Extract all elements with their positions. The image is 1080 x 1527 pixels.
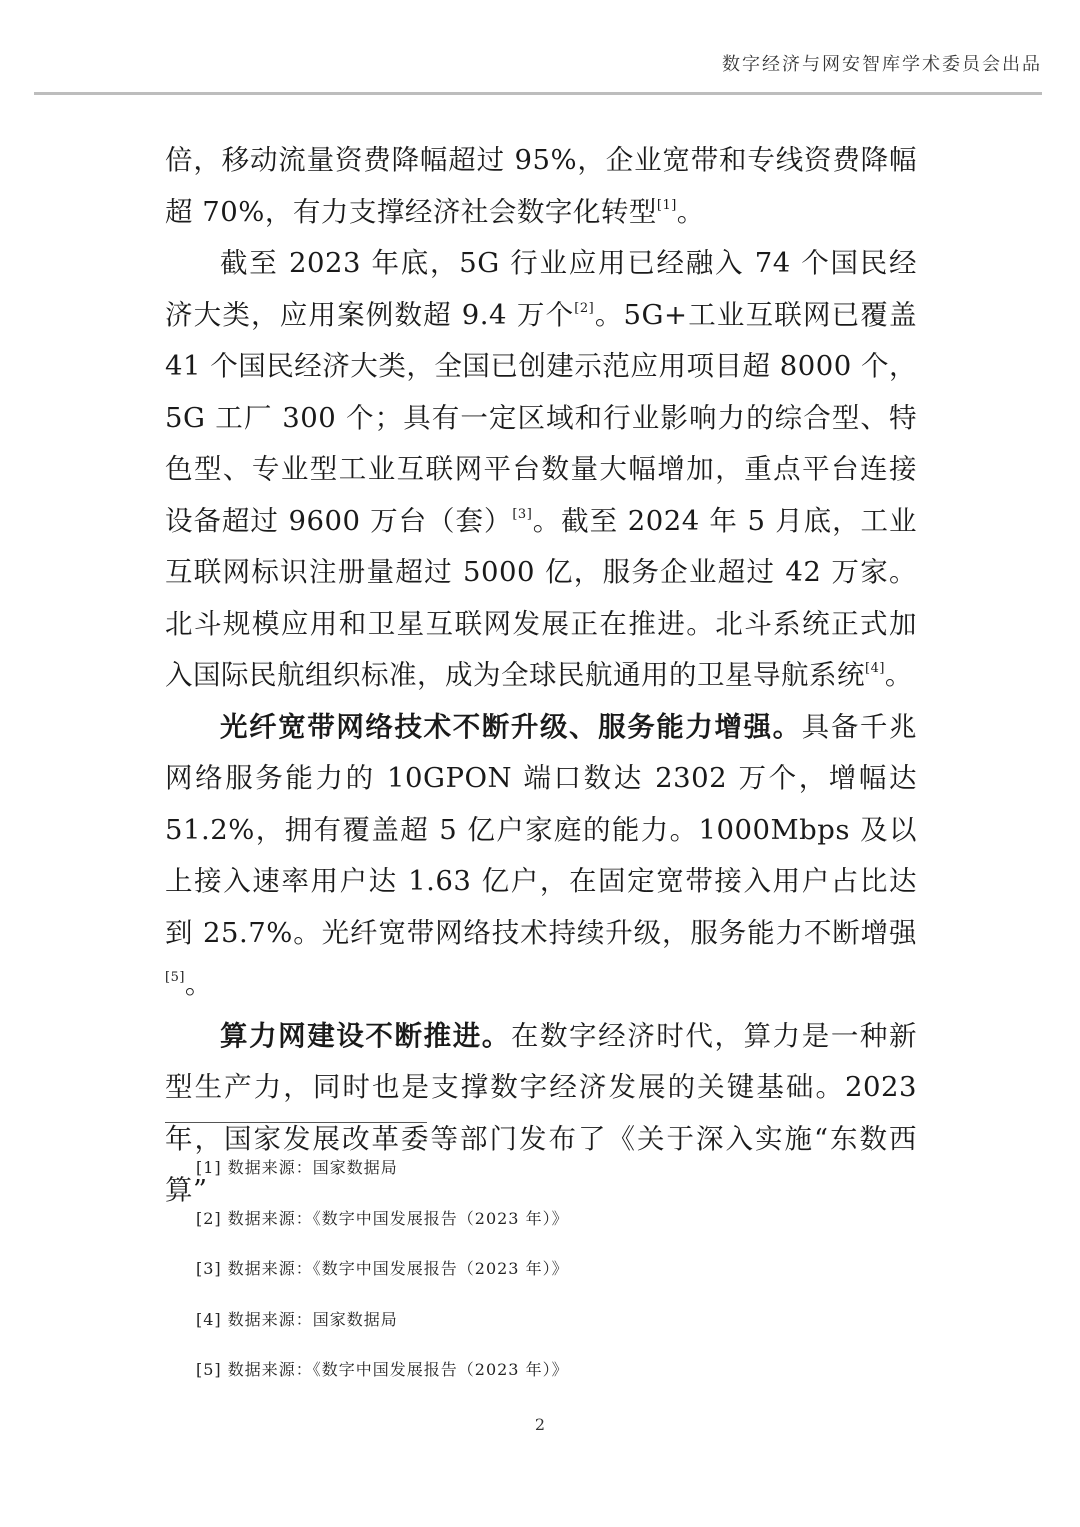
footnote-1-num: [1]	[196, 1158, 222, 1177]
footnote-ref-2[interactable]: [2]	[574, 300, 595, 316]
paragraph-1-text: 倍，移动流量资费降幅超过 95%，企业宽带和专线资费降幅超 70%，有力支撑经济社会数字化转型	[165, 144, 917, 228]
paragraph-2-tail-2: 。截至 2024 年 5 月底，工业互联网标识注册量超过 5000 亿，服务企业超过 42 万家。北斗规模应用和卫星互联网发展正在推进。北斗系统正式加入国际民航组织标准，成为全球民航通用的卫星导航系统	[165, 504, 918, 691]
footnote-2-num: [2]	[196, 1208, 222, 1228]
paragraph-2	[165, 238, 917, 702]
footnotes	[196, 1157, 569, 1410]
footnote-5-num: [5]	[196, 1360, 222, 1379]
footnote-ref-3[interactable]: [3]	[512, 506, 533, 522]
footnote-4-num: [4]	[196, 1309, 222, 1329]
paragraph-3	[165, 702, 917, 1011]
footnote-ref-4[interactable]: [4]	[865, 661, 885, 676]
footnote-ref-5[interactable]: [5]	[165, 970, 185, 985]
footnote-2-text: 数据来源：《数字中国发展报告（2023 年）》	[227, 1208, 569, 1228]
footnote-2	[196, 1208, 569, 1259]
paragraph-2-text: 截至 2023 年底，5G 行业应用已经融入 74 个国民经济大类，应用案例数超 9.4 万个	[165, 247, 917, 331]
header-publisher: 数字经济与网安智库学术委员会出品	[722, 54, 1042, 75]
paragraph-1-tail: 。	[676, 195, 705, 228]
footnote-4-text: 数据来源：国家数据局	[227, 1309, 398, 1329]
footnote-divider	[165, 1122, 427, 1123]
paragraph-2-tail: 。5G+工业互联网已覆盖 41 个国民经济大类，全国已创建示范应用项目超 8000 个，5G 工厂 300 个；具有一定区域和行业影响力的综合型、特色型、专业型工业互联网平台数量大幅增加，重点平台连接设备超过 9600 万台（套）	[165, 298, 917, 537]
paragraph-4-text: 在数字经济时代，算力是一种新型生产力，同时也是支撑数字经济发展的关键基础。2023 年，国家发展改革委等部门发布了《关于深入实施“东数西算”	[165, 1019, 918, 1206]
footnote-3-num: [3]	[196, 1259, 222, 1278]
footnote-1	[196, 1157, 569, 1208]
footnote-3	[196, 1258, 569, 1309]
footnote-ref-1[interactable]: [1]	[656, 197, 677, 213]
paragraph-3-heading: 光纤宽带网络技术不断升级、服务能力增强。	[220, 710, 802, 743]
footnote-5-text: 数据来源：《数字中国发展报告（2023 年）》	[227, 1360, 569, 1379]
paragraph-3-text: 具备千兆网络服务能力的 10GPON 端口数达 2302 万个，增幅达 51.2%，拥有覆盖超 5 亿户家庭的能力。1000Mbps 及以上接入速率用户达 1.63 亿户，在固定宽带接入用户占比达到 25.7%。光纤宽带网络技术持续升级，服务能力不断增强	[165, 710, 918, 949]
paragraph-2-tail-3: 。	[884, 659, 913, 691]
header-divider	[34, 92, 1042, 95]
paragraph-4-heading: 算力网建设不断推进。	[220, 1019, 511, 1052]
footnote-4	[196, 1309, 569, 1360]
page-number: 2	[534, 1415, 546, 1434]
footnote-5	[196, 1359, 569, 1410]
paragraph-1	[165, 135, 917, 238]
footnote-3-text: 数据来源：《数字中国发展报告（2023 年）》	[227, 1259, 569, 1278]
footnote-1-text: 数据来源：国家数据局	[227, 1158, 398, 1177]
body-text	[165, 135, 917, 1217]
paragraph-3-tail: 。	[184, 968, 213, 1000]
